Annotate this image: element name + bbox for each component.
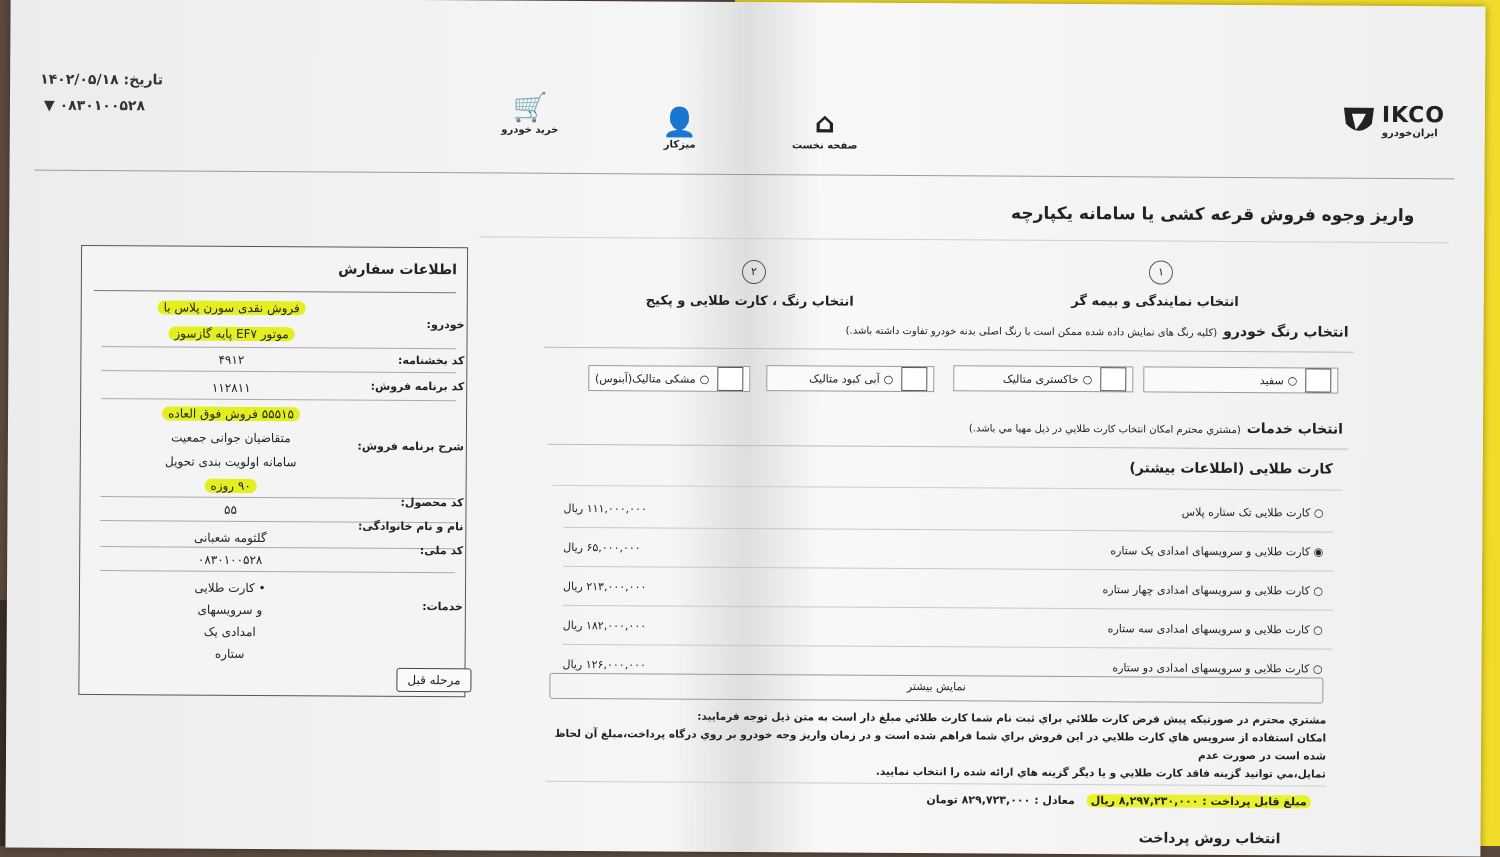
- order-title-divider: [94, 290, 456, 293]
- radio-icon: ○: [1313, 622, 1323, 637]
- show-more-button[interactable]: نمایش بیشتر: [549, 673, 1323, 704]
- color-swatch: [901, 367, 927, 391]
- order-row-divider: [101, 346, 456, 349]
- title-divider: [479, 236, 1449, 243]
- full-name-label: نام و نام خانوادگی:: [357, 519, 464, 534]
- circular-code-value: ۴۹۱۲: [218, 352, 245, 367]
- services-divider: [548, 444, 1348, 450]
- color-swatch: [1305, 368, 1331, 392]
- order-info-title: اطلاعات سفارش: [338, 261, 458, 279]
- cart-icon: 🛒: [512, 90, 548, 124]
- radio-icon: ○: [1313, 505, 1324, 520]
- program-desc-line3: سامانه اولویت بندی تحویل: [164, 454, 297, 470]
- program-desc-label: شرح برنامه فروش:: [357, 439, 464, 454]
- program-desc-line4: ۹۰ روزه: [121, 478, 341, 493]
- service-label: ○ کارت طلایی و سرویسهای امدادی چهار ستاره: [1102, 582, 1324, 598]
- service-price: ۱۲۶,۰۰۰,۰۰۰ ریال: [562, 657, 646, 671]
- program-code-value: ۱۱۲۸۱۱: [211, 380, 251, 395]
- service-price: ۲۱۳,۰۰۰,۰۰۰ ریال: [562, 579, 647, 593]
- services-value-line1: • کارت طلایی: [194, 580, 266, 596]
- color-section-header: [846, 322, 1349, 341]
- full-name-value: گلثومه شعبانی: [193, 530, 267, 546]
- car-value-line2: موتور EF۷ پایه گازسوز: [122, 326, 342, 341]
- radio-icon: ○: [1287, 373, 1298, 387]
- golden-card-warning: [546, 707, 1326, 784]
- payment-method-title: انتخاب روش پرداخت: [1138, 830, 1281, 848]
- color-swatch: [717, 367, 743, 391]
- color-option-label: آبی کبود متالیک: [809, 371, 880, 386]
- color-option-black[interactable]: [588, 365, 750, 392]
- program-desc-line2: متقاضیان جوانی جمعیت: [171, 430, 291, 446]
- ikco-logo: [1340, 102, 1445, 141]
- nav-buy-car-label: خرید خودرو: [501, 124, 559, 136]
- national-code-line: ▼ ۰۸۳۰۱۰۰۵۲۸: [43, 97, 146, 115]
- nav-desk-label: میزکار: [663, 139, 696, 151]
- services-value-line3: امدادی یک: [203, 624, 256, 640]
- radio-icon: ○: [1312, 661, 1323, 676]
- service-price: ۶۵,۰۰۰,۰۰۰ ریال: [563, 540, 641, 554]
- color-swatch: [1100, 367, 1126, 391]
- order-info-panel: [78, 245, 468, 697]
- services-value-line4: ستاره: [214, 646, 245, 661]
- services-section-header: [969, 419, 1343, 437]
- circular-code-label: کد بخشنامه:: [398, 353, 465, 368]
- nav-home-label: صفحه نخست: [792, 140, 858, 152]
- horse-logo-icon: [1340, 102, 1378, 140]
- radio-icon: ○: [699, 372, 710, 386]
- printed-page: [5, 0, 1485, 856]
- services-section-note: (مشتري محترم امکان انتخاب کارت طلايي در ذيل مهيا مي باشد.): [968, 423, 1241, 437]
- nav-buy-car[interactable]: [485, 90, 575, 136]
- radio-selected-icon: ◉: [1313, 544, 1324, 559]
- desk-icon: 👤: [662, 105, 698, 139]
- warning-line: مشتري محترم در صورتيکه پيش فرض کارت طلائي براي ثبت نام شما کارت طلائي مبلغ دار است به متن ذيل توجه فرماييد:: [697, 710, 1327, 727]
- national-id-value: ۰۸۳۰۱۰۰۵۲۸: [197, 552, 263, 568]
- services-section-title: انتخاب خدمات: [1246, 421, 1344, 438]
- color-option-label: سفید: [1259, 373, 1284, 387]
- home-icon: ⌂: [814, 106, 835, 140]
- service-label: ◉ کارت طلایی و سرویسهای امدادی یک ستاره: [1110, 543, 1324, 559]
- service-price: ۱۱۱,۰۰۰,۰۰۰ ریال: [563, 501, 647, 515]
- radio-icon: ○: [1082, 372, 1093, 386]
- warning-line: تمايل،مي توانيد گزينه فاقد کارت طلايي و يا ديگر گزينه هاي ارائه شده را انتخاب نماييد.: [875, 765, 1326, 781]
- payment-equivalent: معادل : ۸۲۹,۷۲۳,۰۰۰ تومان: [926, 793, 1075, 808]
- step-1-label: انتخاب نمایندگی و بیمه گر: [1071, 293, 1239, 311]
- color-option-gray[interactable]: [953, 365, 1133, 392]
- order-row-divider: [101, 370, 456, 373]
- radio-icon: ○: [1313, 583, 1324, 598]
- program-desc-line1: ۵۵۵۱۵ فروش فوق العاده: [121, 406, 341, 421]
- car-label: خودرو:: [426, 318, 465, 332]
- color-divider: [543, 347, 1353, 353]
- previous-step-button[interactable]: مرحله قبل: [396, 668, 471, 692]
- color-section-title: انتخاب رنگ خودرو: [1223, 323, 1349, 341]
- warning-line: امکان استفاده از سرويس هاي کارت طلايي در اين فروش براي شما فراهم شده است و در زمان واريز وجه خودرو بر روي درگاه پرداخت،مبلغ آن لحاظ شده است در صورت عدم: [554, 727, 1327, 763]
- order-row-divider: [100, 570, 455, 573]
- color-option-label: خاکستری متالیک: [1002, 372, 1079, 386]
- golden-card-option[interactable]: [563, 610, 1323, 645]
- product-code-value: ۵۵: [223, 502, 237, 517]
- color-option-label: مشکی متالیک(آبنوس): [594, 371, 696, 386]
- payment-amount-highlight: [1087, 794, 1311, 808]
- golden-card-option[interactable]: [563, 532, 1323, 567]
- payment-amount: ۸,۲۹۷,۲۳۰,۰۰۰ ریال: [1090, 794, 1199, 808]
- service-label: ○ کارت طلایی و سرویسهای امدادی دو ستاره: [1112, 660, 1323, 676]
- header-divider: [35, 170, 1455, 180]
- services-value-line2: و سرویسهای: [197, 602, 263, 618]
- color-option-blue[interactable]: [766, 365, 934, 392]
- payment-label: مبلغ قابل پرداخت :: [1202, 794, 1307, 809]
- color-section-note: (کلیه رنگ های نمایش داده شده ممکن است با رنگ اصلی بدنه خودرو تفاوت داشته باشد.): [845, 325, 1218, 339]
- order-row-divider: [101, 398, 456, 401]
- nav-desk[interactable]: [635, 105, 725, 151]
- golden-card-list: [562, 493, 1333, 684]
- golden-card-title[interactable]: کارت طلایی (اطلاعات بیشتر): [1129, 460, 1333, 478]
- service-label: ○ کارت طلایی و سرویسهای امدادی سه ستاره: [1107, 621, 1323, 637]
- product-code-label: کد محصول:: [400, 495, 464, 510]
- program-code-label: کد برنامه فروش:: [370, 379, 465, 394]
- step-2-label: انتخاب رنگ ، کارت طلایی و پکیج: [645, 293, 854, 310]
- service-label: ○ کارت طلایی تک ستاره پلاس: [1181, 505, 1324, 520]
- golden-card-option[interactable]: [563, 571, 1323, 606]
- step-1-circle: ۱: [1149, 260, 1173, 284]
- color-option-white[interactable]: [1143, 366, 1338, 393]
- services-label: خدمات:: [422, 600, 463, 614]
- national-id-label: کد ملی:: [419, 544, 464, 558]
- logo-text: IKCO: [1381, 102, 1446, 129]
- service-price: ۱۸۲,۰۰۰,۰۰۰ ریال: [562, 618, 647, 632]
- car-value-line1: فروش نقدی سورن پلاس با: [122, 300, 342, 315]
- golden-card-option[interactable]: [563, 493, 1323, 528]
- step-2-circle: ۲: [742, 260, 766, 284]
- golden-divider: [553, 485, 1343, 491]
- radio-icon: ○: [883, 372, 894, 386]
- payment-summary: [926, 793, 1310, 808]
- date-label: تاریخ: ۱۴۰۲/۰۵/۱۸: [40, 71, 164, 89]
- logo-subtext: ایران‌خودرو: [1381, 127, 1438, 140]
- nav-home[interactable]: [780, 106, 870, 152]
- page-title: واریز وجوه فروش قرعه کشی یا سامانه یکپارچه: [1010, 203, 1415, 227]
